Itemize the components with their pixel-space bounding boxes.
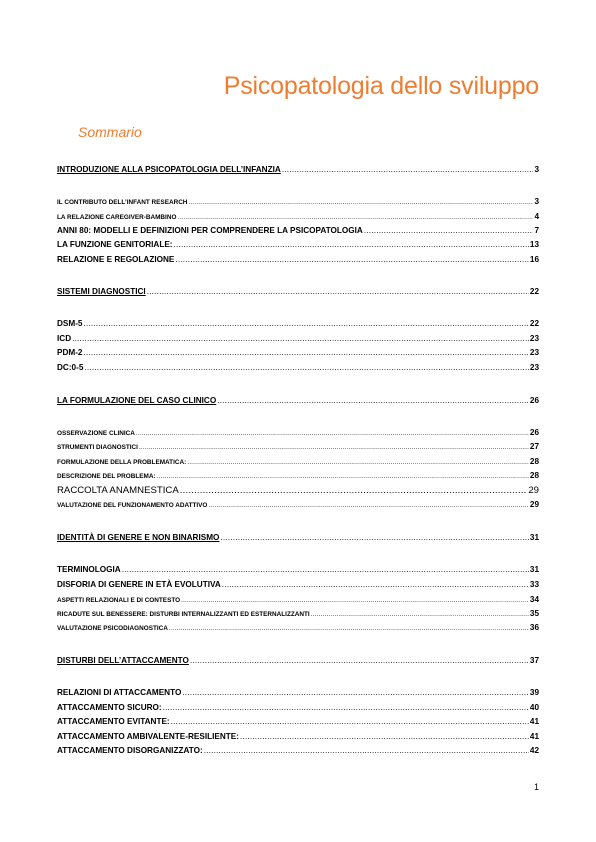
toc-entry[interactable]: LA FORMULAZIONE DEL CASO CLINICO ..... 26 xyxy=(57,396,539,405)
toc-entry[interactable]: DESCRIZIONE DEL PROBLEMA: ..... 28 xyxy=(57,471,539,480)
document-title: Psicopatologia dello sviluppo xyxy=(223,72,539,100)
toc-entry[interactable]: DSM-5 ..... 22 xyxy=(57,319,539,328)
toc-entry[interactable]: ATTACCAMENTO AMBIVALENTE-RESILIENTE: ..... 41 xyxy=(57,732,539,741)
toc-heading: Sommario xyxy=(78,124,142,140)
toc-entry[interactable]: FORMULAZIONE DELLA PROBLEMATICA: ..... 28 xyxy=(57,457,539,466)
toc-entry[interactable]: ATTACCAMENTO DISORGANIZZATO: ..... 42 xyxy=(57,746,539,755)
toc-entry[interactable]: IL CONTRIBUTO DELL’INFANT RESEARCH ..... 3 xyxy=(57,197,539,206)
toc-entry[interactable]: RELAZIONI DI ATTACCAMENTO ..... 39 xyxy=(57,688,539,697)
toc-entry[interactable]: STRUMENTI DIAGNOSTICI ..... 27 xyxy=(57,442,539,451)
toc-entry[interactable]: ATTACCAMENTO EVITANTE: ..... 41 xyxy=(57,717,539,726)
toc-entry[interactable]: IDENTITÀ DI GENERE E NON BINARISMO ..... 31 xyxy=(57,533,539,542)
toc-entry[interactable]: RICADUTE SUL BENESSERE: DISTURBI INTERNALIZZANTI ED ESTERNALIZZANTI ..... 35 xyxy=(57,609,539,618)
toc-entry[interactable]: VALUTAZIONE DEL FUNZIONAMENTO ADATTIVO ..... 29 xyxy=(57,500,539,509)
toc-entry[interactable]: LA RELAZIONE CAREGIVER-BAMBINO ..... 4 xyxy=(57,212,539,221)
toc-entry[interactable]: ICD ..... 23 xyxy=(57,334,539,343)
toc-entry[interactable]: DISFORIA DI GENERE IN ETÀ EVOLUTIVA ..... 33 xyxy=(57,580,539,589)
toc-entry[interactable]: ANNI 80: MODELLI E DEFINIZIONI PER COMPRENDERE LA PSICOPATOLOGIA ..... 7 xyxy=(57,226,539,235)
toc-entry[interactable]: TERMINOLOGIA ..... 31 xyxy=(57,565,539,574)
toc-entry[interactable]: ATTACCAMENTO SICURO: ..... 40 xyxy=(57,703,539,712)
toc-entry[interactable]: PDM-2 ..... 23 xyxy=(57,348,539,357)
toc-entry[interactable]: RELAZIONE E REGOLAZIONE ..... 16 xyxy=(57,255,539,264)
toc-entry[interactable]: DISTURBI DELL’ATTACCAMENTO ..... 37 xyxy=(57,656,539,665)
toc-entry[interactable]: LA FUNZIONE GENITORIALE: ..... 13 xyxy=(57,240,539,249)
toc-entry[interactable]: OSSERVAZIONE CLINICA ..... 26 xyxy=(57,428,539,437)
toc-entry[interactable]: DC:0-5 ..... 23 xyxy=(57,363,539,372)
toc-entry[interactable]: INTRODUZIONE ALLA PSICOPATOLOGIA DELL’INFANZIA ..... 3 xyxy=(57,165,539,174)
toc-entry[interactable]: SISTEMI DIAGNOSTICI ..... 22 xyxy=(57,287,539,296)
page-number: 1 xyxy=(533,782,539,792)
toc-entry[interactable]: VALUTAZIONE PSICODIAGNOSTICA ..... 36 xyxy=(57,623,539,632)
toc-entry[interactable]: ASPETTI RELAZIONALI E DI CONTESTO ..... 34 xyxy=(57,595,539,604)
toc-entry[interactable]: RACCOLTA ANAMNESTICA ..... 29 xyxy=(57,485,539,496)
